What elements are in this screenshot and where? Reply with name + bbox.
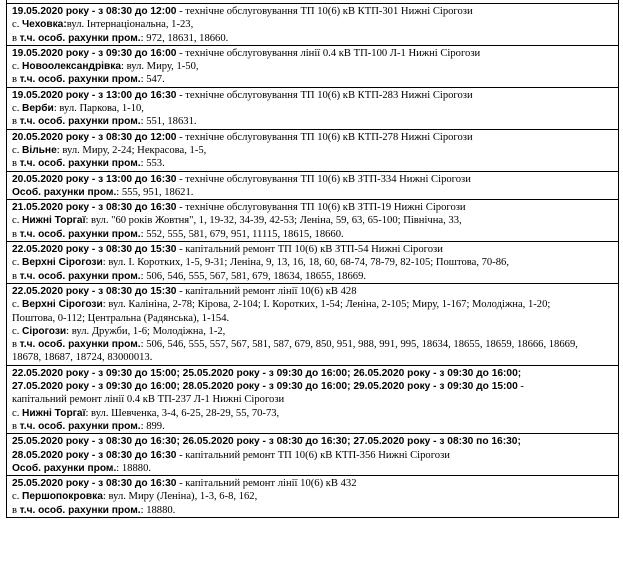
bold-text-segment: т.ч. особ. рахунки пром. [19,74,141,86]
row-text-line [12,270,615,283]
table-row [7,4,618,46]
bold-text-segment: Верхні Сірогози [22,299,103,311]
row-text-line [12,380,615,393]
bold-text-segment: Новоолександрівка [22,61,122,73]
row-text-line [12,462,615,475]
text-segment: : 899. [140,420,165,432]
row-text-line [12,173,615,186]
row-text-line [12,393,615,406]
row-text-line [12,47,615,60]
table-row [7,200,618,242]
table-row [7,434,618,476]
table-row [7,242,618,284]
text-segment: - технічне обслуговування лінії 0.4 кВ ТП-100 Л-1 Нижні Сірогози [176,47,481,59]
text-segment: в [12,74,20,86]
bold-text-segment: 28.05.2020 року - з 08:30 до 16:30 [12,449,177,461]
text-segment: - технічне обслуговування ТП 10(6) кВ ЗТП-19 Нижні Сірогози [176,202,466,214]
text-segment: : вул. Калініна, 2-78; Кірова, 2-104; І. Коротких, 1-54; Леніна, 2-105; Миру, 1-167; Молодіжна, 1-20; [102,299,551,311]
bold-text-segment: Нижні Торгаї [22,407,86,419]
text-segment: - [517,381,524,393]
text-segment: с. [12,103,22,115]
text-segment: с. [12,325,22,337]
row-text-line [12,102,615,115]
text-segment: в [12,32,20,44]
text-segment: в [12,420,20,432]
row-text-line [12,407,615,420]
bold-text-segment: т.ч. особ. рахунки пром. [19,420,141,432]
table-row [7,476,618,518]
bold-text-segment: Першопокровка [22,491,103,503]
bold-text-segment: т.ч. особ. рахунки пром. [19,270,141,282]
bold-text-segment: т.ч. особ. рахунки пром. [19,339,141,351]
row-text-line [12,256,615,269]
bold-text-segment: 27.05.2020 року - з 09:30 до 16:00; 28.05.2020 року - з 09:30 до 16:00; 29.05.2020 року - з 09:30 до 15:00 [12,381,518,393]
bold-text-segment: 22.05.2020 року - з 08:30 до 15:30 [12,285,177,297]
text-segment: - капітальний ремонт лінії 10(6) кВ 428 [176,285,357,297]
text-segment: - капітальний ремонт ТП 10(6) кВ КТП-356 Нижні Сірогози [176,449,450,461]
text-segment: в [12,339,20,351]
text-segment: с. [12,407,22,419]
text-segment: в [12,228,20,240]
row-text-line [12,490,615,503]
text-segment: с. [12,215,22,227]
row-text-line [12,449,615,462]
table-row [7,172,618,201]
row-text-line [12,420,615,433]
row-text-line [12,144,615,157]
bold-text-segment: т.ч. особ. рахунки пром. [19,32,141,44]
text-segment: : 18880. [140,504,176,516]
text-segment: : вул. Миру, 2-24; Некрасова, 1-5, [56,144,207,156]
row-text-line [12,243,615,256]
bold-text-segment: 20.05.2020 року - з 13:00 до 16:30 [12,173,177,185]
row-text-line [12,228,615,241]
table-row [7,284,618,366]
text-segment: в [12,270,20,282]
row-text-line [12,201,615,214]
row-text-line [12,115,615,128]
text-segment: : 555, 951, 18621. [116,186,194,198]
row-text-line [12,5,615,18]
text-segment: - технічне обслуговування ТП 10(6) кВ КТП-283 Нижні Сірогози [176,89,473,101]
bold-text-segment: т.ч. особ. рахунки пром. [19,504,141,516]
row-text-line [12,312,615,325]
row-text-line [12,60,615,73]
text-segment: с. [12,299,22,311]
text-segment: : 552, 555, 581, 679, 951, 11115, 18615, 18660. [140,228,344,240]
bold-text-segment: 25.05.2020 року - з 08:30 до 16:30 [12,478,177,490]
row-text-line [12,285,615,298]
row-text-line [12,131,615,144]
text-segment: - капітальний ремонт ТП 10(6) кВ ЗТП-54 Нижні Сірогози [176,244,443,256]
bold-text-segment: Сірогози [22,325,67,337]
text-segment: : вул. І. Коротких, 1-5, 9-31; Леніна, 9, 13, 16, 18, 60, 68-74, 78-79, 82-105; Поштова, 70-86, [102,257,509,269]
text-segment: в [12,116,20,128]
row-text-line [12,73,615,86]
text-segment: с. [12,61,22,73]
text-segment: 18678, 18687, 18724, 83000013. [12,352,153,364]
bold-text-segment: 22.05.2020 року - з 08:30 до 15:30 [12,244,177,256]
text-segment: с. [12,19,22,31]
text-segment: : 547. [140,74,165,86]
bold-text-segment: 19.05.2020 року - з 08:30 до 12:00 [12,6,177,17]
text-segment: : вул. Шевченка, 3-4, 6-25, 28-29, 55, 70-73, [85,407,280,419]
text-segment: Поштова, 0-112; Центральна (Радянська), 1-154. [12,312,230,324]
text-segment: : вул. Дружби, 1-6; Молодіжна, 1-2, [66,325,226,337]
bold-text-segment: Особ. рахунки пром. [12,462,117,474]
outage-schedule-table [6,0,619,518]
text-segment: : 972, 18631, 18660. [140,32,229,44]
row-text-line [12,338,615,351]
text-segment: с. [12,144,22,156]
text-segment: : вул. Миру (Леніна), 1-3, 6-8, 162, [102,491,258,503]
row-text-line [12,351,615,364]
bold-text-segment: Чеховка: [22,19,67,31]
text-segment: - технічне обслуговування ТП 10(6) кВ КТП-301 Нижні Сірогози [176,6,473,17]
table-row [7,46,618,88]
row-text-line [12,157,615,170]
bold-text-segment: Верхні Сірогози [22,257,103,269]
row-text-line [12,298,615,311]
row-text-line [12,504,615,517]
text-segment: : 551, 18631. [140,116,197,128]
text-segment: : вул. "60 років Жовтня", 1, 19-32, 34-39, 42-53; Леніна, 59, 63, 65-100; Північна, 33, [85,215,462,227]
table-row [7,366,618,434]
text-segment: капітальний ремонт лінії 0.4 кВ ТП-237 Л-1 Нижні Сірогози [12,394,285,406]
bold-text-segment: 21.05.2020 року - з 08:30 до 16:30 [12,202,177,214]
bold-text-segment: 19.05.2020 року - з 09:30 до 16:00 [12,47,177,59]
text-segment: : 506, 546, 555, 557, 567, 581, 587, 679, 850, 951, 988, 991, 995, 18634, 18655, 18659, 18666, 18669, [140,339,578,351]
bold-text-segment: Нижні Торгаї [22,215,86,227]
text-segment: вул. Інтернаціональна, 1-23, [66,19,194,31]
text-segment: : вул. Миру, 1-50, [121,61,199,73]
row-text-line [12,477,615,490]
bold-text-segment: Верби [22,103,54,115]
text-segment: с. [12,491,22,503]
bold-text-segment: Особ. рахунки пром. [12,186,117,198]
bold-text-segment: т.ч. особ. рахунки пром. [19,228,141,240]
bold-text-segment: Вільне [22,144,57,156]
text-segment: с. [12,257,22,269]
bold-text-segment: т.ч. особ. рахунки пром. [19,158,141,170]
row-text-line [12,32,615,45]
text-segment: в [12,504,20,516]
bold-text-segment: 20.05.2020 року - з 08:30 до 12:00 [12,131,177,143]
text-segment: в [12,158,20,170]
row-text-line [12,435,615,448]
text-segment: : 506, 546, 555, 567, 581, 679, 18634, 18655, 18669. [140,270,367,282]
text-segment: - технічне обслуговування ТП 10(6) кВ ЗТП-334 Нижні Сірогози [176,173,471,185]
text-segment: : вул. Паркова, 1-10, [53,103,144,115]
bold-text-segment: 19.05.2020 року - з 13:00 до 16:30 [12,89,177,101]
row-text-line [12,186,615,199]
bold-text-segment: 25.05.2020 року - з 08:30 до 16:30; 26.05.2020 року - з 08:30 до 16:30; 27.05.2020 року - з 08:30 по 16:30; [12,436,521,448]
row-text-line [12,367,615,380]
row-text-line [12,89,615,102]
text-segment: : 18880. [116,462,152,474]
row-text-line [12,18,615,31]
table-row [7,88,618,130]
bold-text-segment: т.ч. особ. рахунки пром. [19,116,141,128]
row-text-line [12,214,615,227]
text-segment: - технічне обслуговування ТП 10(6) кВ КТП-278 Нижні Сірогози [176,131,473,143]
row-text-line [12,325,615,338]
table-row [7,130,618,172]
text-segment: - капітальний ремонт лінії 10(6) кВ 432 [176,478,357,490]
bold-text-segment: 22.05.2020 року - з 09:30 до 15:00; 25.05.2020 року - з 09:30 до 16:00; 26.05.2020 року - з 09:30 до 16:00; [12,367,522,379]
text-segment: : 553. [140,158,165,170]
